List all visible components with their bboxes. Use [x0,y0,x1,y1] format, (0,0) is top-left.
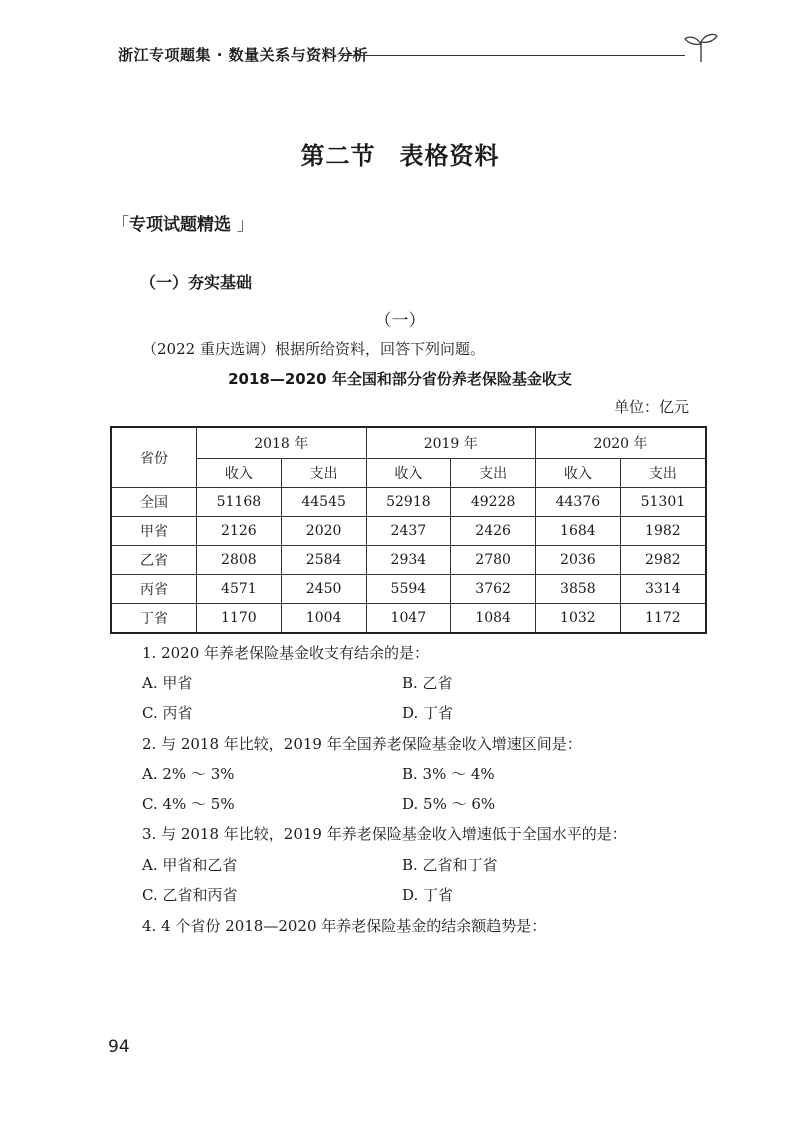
option-a: A. 甲省和乙省 [142,856,238,874]
table-row [111,488,706,517]
data-table [110,426,707,634]
table-cell: 2450 [281,575,366,604]
page-number: 94 [108,1037,130,1057]
option-d: D. 5% ～ 6% [402,795,496,813]
option-a: A. 2% ～ 3% [142,765,235,783]
table-cell: 2426 [451,517,536,546]
table-row [111,575,706,604]
table-cell: 2584 [281,546,366,575]
table-row [111,517,706,546]
question-2: 2. 与 2018 年比较，2019 年全国养老保险基金收入增速区间是： [142,735,582,753]
part-title: （一）夯实基础 [140,273,253,292]
table-cell: 2020 [281,517,366,546]
sub-header: 收入 [366,459,451,488]
table-cell: 2036 [536,546,621,575]
subsection-close-bracket: 」 [236,215,254,235]
table-cell: 3858 [536,575,621,604]
table-cell: 2808 [197,546,282,575]
row-label: 丁省 [111,604,197,634]
corner-header: 省份 [111,427,197,488]
question-3: 3. 与 2018 年比较，2019 年养老保险基金收入增速低于全国水平的是： [142,825,627,843]
subsection-label: 专项试题精选 [129,215,231,235]
table-title: 2018—2020 年全国和部分省份养老保险基金收支 [228,370,572,388]
sub-header: 支出 [451,459,536,488]
table-cell: 1032 [536,604,621,634]
question-intro: （2022 重庆选调）根据所给资料，回答下列问题。 [142,340,485,358]
option-d: D. 丁省 [402,704,454,722]
table-cell: 4571 [197,575,282,604]
table-cell: 3314 [620,575,706,604]
section-title [0,136,800,171]
option-b: B. 3% ～ 4% [402,765,495,783]
table-cell: 2982 [620,546,706,575]
option-b: B. 乙省 [402,674,453,692]
table-cell: 51301 [620,488,706,517]
table-cell: 2437 [366,517,451,546]
sub-header: 支出 [281,459,366,488]
table-cell: 1684 [536,517,621,546]
question-4: 4. 4 个省份 2018—2020 年养老保险基金的结余额趋势是： [142,917,547,935]
table-cell: 1982 [620,517,706,546]
subsection-heading [112,210,254,235]
sub-header: 收入 [536,459,621,488]
option-d: D. 丁省 [402,886,454,904]
table-cell: 1047 [366,604,451,634]
table-cell: 49228 [451,488,536,517]
table-cell: 3762 [451,575,536,604]
subsection-open-bracket: 「 [112,215,129,235]
row-label: 全国 [111,488,197,517]
option-c: C. 乙省和丙省 [142,886,238,904]
table-row [111,546,706,575]
table-row [111,604,706,634]
table-cell: 1172 [620,604,706,634]
table-cell: 52918 [366,488,451,517]
row-label: 乙省 [111,546,197,575]
option-a: A. 甲省 [142,674,193,692]
row-label: 丙省 [111,575,197,604]
table-cell: 1084 [451,604,536,634]
table-header-row [111,427,706,459]
question-1: 1. 2020 年养老保险基金收支有结余的是： [142,644,430,662]
table-unit: 单位：亿元 [614,398,690,416]
sub-header: 收入 [197,459,282,488]
header-rule [340,55,685,56]
option-c: C. 丙省 [142,704,193,722]
year-header: 2018 年 [197,427,367,459]
table-cell: 1004 [281,604,366,634]
table-cell: 2934 [366,546,451,575]
row-label: 甲省 [111,517,197,546]
year-header: 2019 年 [366,427,536,459]
sub-header: 支出 [620,459,706,488]
table-cell: 2780 [451,546,536,575]
option-c: C. 4% ～ 5% [142,795,235,813]
section-number: 第二节 [300,142,376,170]
table-cell: 1170 [197,604,282,634]
table-cell: 2126 [197,517,282,546]
year-header: 2020 年 [536,427,707,459]
table-cell: 44376 [536,488,621,517]
question-group-number: （一） [374,311,426,331]
table-cell: 44545 [281,488,366,517]
sprout-icon [682,30,720,64]
table-cell: 5594 [366,575,451,604]
option-b: B. 乙省和丁省 [402,856,498,874]
running-header-title: 浙江专项题集 · 数量关系与资料分析 [118,46,369,64]
section-name: 表格资料 [399,142,500,170]
table-cell: 51168 [197,488,282,517]
table-subheader-row [111,459,706,488]
